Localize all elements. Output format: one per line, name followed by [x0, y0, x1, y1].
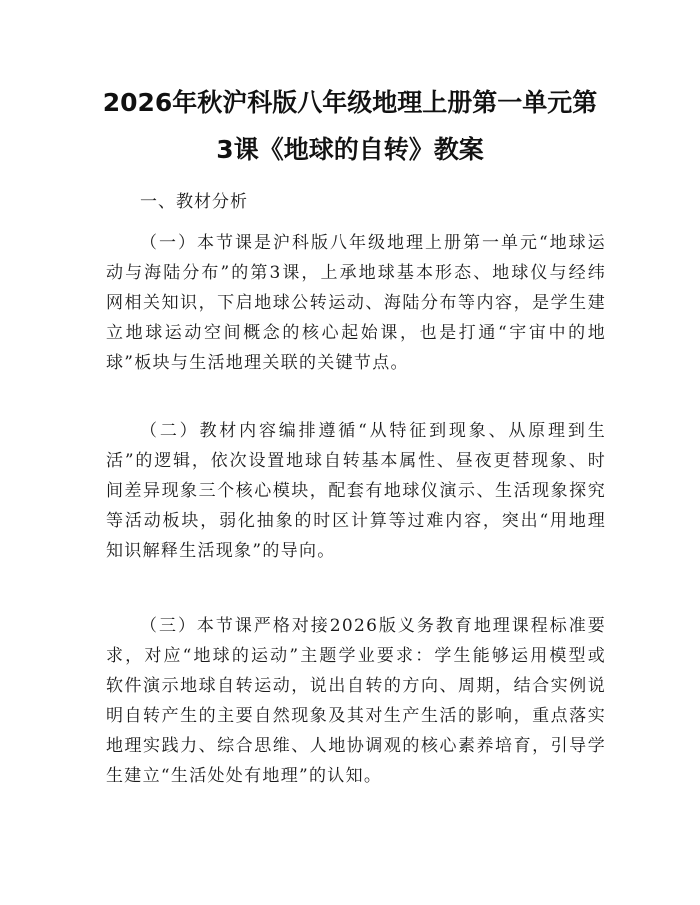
- paragraph-3: [106, 611, 606, 791]
- paragraph-line: 求，对应“地球的运动”主题学业要求：学生能够运用模型或: [106, 646, 606, 666]
- paragraph-1: [106, 228, 606, 378]
- paragraph-line: （二）教材内容编排遵循“从特征到现象、从原理到生: [140, 421, 606, 441]
- paragraph-line: 间差异现象三个核心模块，配套有地球仪演示、生活现象探究: [106, 481, 606, 501]
- paragraph-line: 网相关知识，下启地球公转运动、海陆分布等内容，是学生建: [106, 293, 606, 313]
- paragraph-line: 明自转产生的主要自然现象及其对生产生活的影响，重点落实: [106, 706, 606, 726]
- paragraph-line: （三）本节课严格对接2026版义务教育地理课程标准要: [140, 616, 606, 636]
- paragraph-line: 立地球运动空间概念的核心起始课，也是打通“宇宙中的地: [106, 323, 606, 343]
- paragraph-line: 知识解释生活现象”的导向。: [106, 541, 336, 561]
- paragraph-line: 软件演示地球自转运动，说出自转的方向、周期，结合实例说: [106, 676, 606, 696]
- document-title-line-1: 2026年秋沪科版八年级地理上册第一单元第: [102, 88, 598, 117]
- document-title-line-2: 3课《地球的自转》教案: [216, 135, 484, 164]
- paragraph-line: 活”的逻辑，依次设置地球自转基本属性、昼夜更替现象、时: [106, 451, 606, 471]
- paragraph-line: 球”板块与生活地理关联的关键节点。: [106, 353, 409, 373]
- paragraph-line: 地理实践力、综合思维、人地协调观的核心素养培育，引导学: [106, 736, 606, 756]
- paragraph-2: [106, 416, 606, 566]
- paragraph-line: 生建立“生活处处有地理”的认知。: [106, 766, 383, 786]
- paragraph-line: 等活动板块，弱化抽象的时区计算等过难内容，突出“用地理: [106, 511, 606, 531]
- paragraph-line: （一）本节课是沪科版八年级地理上册第一单元“地球运: [140, 233, 606, 253]
- paragraph-line: 动与海陆分布”的第3课，上承地球基本形态、地球仪与经纬: [106, 263, 606, 283]
- section-heading: 一、教材分析: [140, 192, 248, 212]
